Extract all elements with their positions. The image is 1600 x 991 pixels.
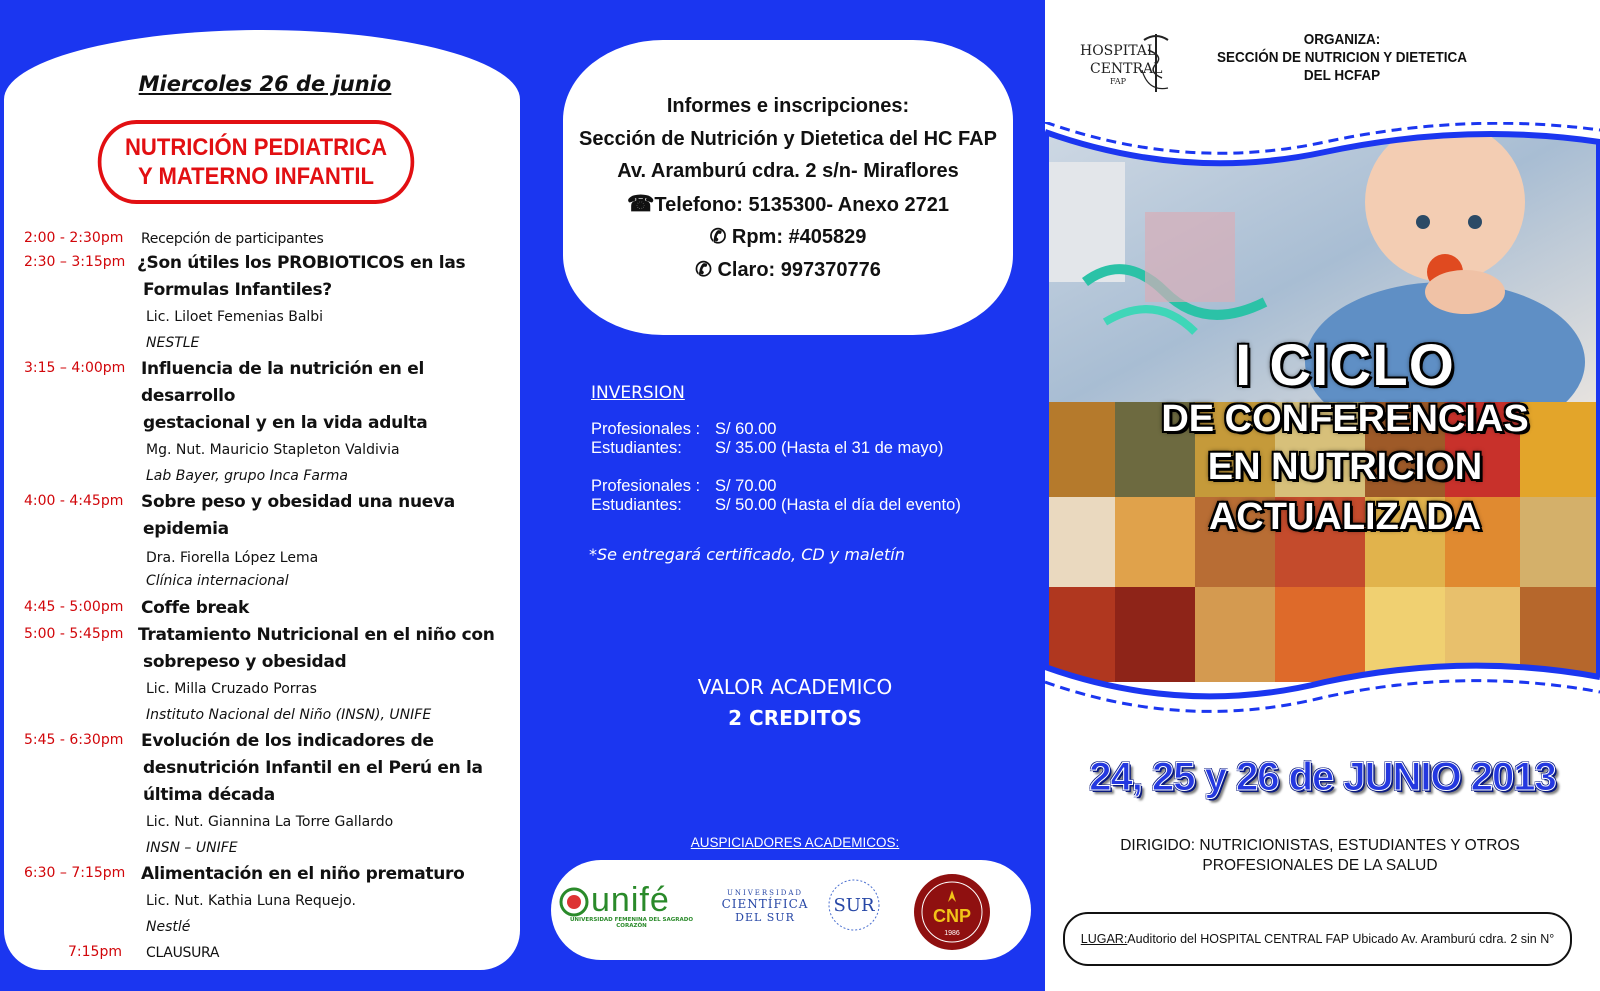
schedule-title: epidemia — [143, 519, 229, 539]
schedule-time: 4:00 - 4:45pm — [24, 493, 124, 509]
hero-title-2: DE CONFERENCIAS — [1161, 398, 1529, 440]
rpm-row — [563, 221, 1013, 254]
info-line-1: Sección de Nutrición y Dietetica del HC FAP — [579, 127, 997, 150]
schedule-title: Sobre peso y obesidad una nueva — [141, 492, 455, 512]
hero-title-4: ACTUALIZADA — [1208, 496, 1482, 538]
price-group-1 — [591, 420, 943, 458]
unife-emblem-icon — [559, 887, 595, 917]
event-dates: 24, 25 y 26 de JUNIO 2013 — [1089, 755, 1556, 799]
schedule-item — [0, 230, 530, 248]
schedule-speaker: Mg. Nut. Mauricio Stapleton Valdivia — [146, 442, 400, 458]
telefono-row — [563, 188, 1013, 222]
schedule-item — [0, 622, 530, 728]
auspiciadores-title: AUSPICIADORES ACADEMICOS: — [690, 835, 900, 850]
phone-circle-icon: ✆ — [709, 226, 732, 248]
schedule-time: 2:00 - 2:30pm — [24, 230, 124, 246]
schedule-time: 5:00 - 5:45pm — [24, 626, 124, 642]
ucs-line-2: CIENTÍFICA — [721, 897, 809, 911]
valor-line-2: 2 CREDITOS — [728, 706, 862, 730]
schedule-title: Tratamiento Nutricional en el niño con — [138, 625, 495, 645]
schedule-item — [0, 861, 530, 940]
schedule-item — [0, 728, 530, 861]
organizer-block — [1207, 31, 1477, 85]
caduceus-icon — [1138, 30, 1174, 96]
event-day-title: Miercoles 26 de junio — [138, 72, 392, 96]
sur-logo — [826, 877, 882, 933]
hospital-line-1: HOSPITAL — [1080, 43, 1157, 59]
valor-academico — [590, 672, 1000, 734]
price-value: S/ 60.00 — [715, 420, 777, 438]
ucs-line-1: UNIVERSIDAD — [726, 889, 804, 897]
schedule-title: Coffe break — [141, 598, 249, 618]
schedule-item — [0, 595, 530, 622]
unife-logo — [559, 883, 704, 929]
food-grid — [1045, 402, 1600, 682]
phone-circle-icon: ✆ — [695, 258, 718, 281]
audience-line-2: PROFESIONALES DE LA SALUD — [1202, 857, 1438, 874]
schedule-item — [0, 356, 530, 489]
rpm-text: Rpm: #405829 — [731, 226, 867, 248]
hospital-line-3: FAP — [1110, 77, 1127, 86]
schedule-title: sobrepeso y obesidad — [143, 652, 347, 672]
schedule-title: ¿Son útiles los PROBIOTICOS en las — [137, 253, 466, 273]
ucs-line-3: DEL SUR — [735, 911, 795, 924]
schedule-item — [0, 489, 530, 589]
schedule-org: Lab Bayer, grupo Inca Farma — [146, 468, 348, 484]
schedule-org: Nestlé — [146, 919, 191, 935]
claro-row — [563, 254, 1013, 287]
audience-line-1: DIRIGIDO: NUTRICIONISTAS, ESTUDIANTES Y OTROS — [1120, 837, 1520, 854]
price-value: S/ 50.00 (Hasta el día del evento) — [715, 496, 961, 514]
schedule-time: 2:30 – 3:15pm — [24, 254, 126, 270]
info-title: Informes e inscripciones: — [666, 95, 910, 117]
cnp-logo — [912, 872, 992, 952]
telefono-text: Telefono: 5135300- Anexo 2721 — [654, 193, 949, 216]
organiza-line-3: DEL HCFAP — [1303, 67, 1381, 84]
price-label: Profesionales : — [591, 420, 701, 438]
info-line-2: Av. Aramburú cdra. 2 s/n- Miraflores — [617, 160, 959, 182]
schedule-org: Clínica internacional — [146, 573, 289, 589]
price-label: Profesionales : — [591, 477, 701, 495]
schedule-speaker: Lic. Nut. Kathia Luna Requejo. — [146, 893, 356, 909]
schedule-item — [0, 940, 530, 966]
claro-text: Claro: 997370776 — [717, 258, 881, 281]
schedule-title: última década — [143, 785, 275, 805]
schedule-item — [0, 250, 530, 356]
price-label: Estudiantes: — [591, 496, 682, 514]
schedule-title: Recepción de participantes — [141, 231, 324, 247]
valor-line-1: VALOR ACADEMICO — [697, 675, 893, 699]
inversion-title: INVERSION — [591, 383, 685, 403]
schedule-title: Alimentación en el niño prematuro — [141, 864, 465, 884]
certificate-note: *Se entregará certificado, CD y maletín — [589, 545, 905, 564]
schedule-title: Influencia de la nutrición en el desarrollo — [141, 359, 424, 406]
cnp-text: CNP — [932, 906, 972, 926]
schedule-time: 5:45 - 6:30pm — [24, 732, 124, 748]
telephone-icon: ☎ — [627, 190, 655, 216]
schedule-list — [0, 230, 530, 966]
schedule-title: Formulas Infantiles? — [143, 280, 332, 300]
schedule-org: INSN – UNIFE — [146, 840, 238, 856]
schedule-title: desnutrición Infantil en el Perú en la — [143, 758, 483, 778]
schedule-speaker: Lic. Nut. Giannina La Torre Gallardo — [146, 814, 394, 830]
organiza-line-2: SECCIÓN DE NUTRICION Y DIETETICA — [1216, 49, 1468, 66]
schedule-time: 3:15 – 4:00pm — [24, 360, 126, 376]
schedule-speaker: Lic. Milla Cruzado Porras — [146, 681, 317, 697]
price-label: Estudiantes: — [591, 439, 682, 457]
schedule-time: 4:45 - 5:00pm — [24, 599, 124, 615]
ucs-logo — [720, 889, 810, 924]
organiza-label: ORGANIZA: — [1303, 31, 1381, 48]
topic-line-1: NUTRICIÓN PEDIATRICA — [124, 134, 388, 161]
schedule-title: Evolución de los indicadores de — [141, 731, 434, 751]
schedule-org: Instituto Nacional del Niño (INSN), UNIFE — [146, 707, 432, 723]
venue-box — [1063, 912, 1572, 966]
schedule-title: CLAUSURA — [146, 945, 220, 961]
hero-title-3: EN NUTRICION — [1207, 446, 1483, 488]
unife-subtitle: UNIVERSIDAD FEMENINA DEL SAGRADO CORAZÓN — [569, 917, 694, 929]
schedule-org: NESTLE — [146, 335, 200, 351]
info-block — [563, 90, 1013, 286]
hospital-line-2: CENTRAL — [1090, 61, 1163, 77]
price-group-2 — [591, 477, 961, 515]
cnp-year: 1986 — [944, 930, 960, 937]
audience-text — [1060, 836, 1580, 876]
sur-text: SUR — [833, 895, 875, 916]
topic-line-2: Y MATERNO INFANTIL — [138, 163, 374, 190]
schedule-speaker: Lic. Liloet Femenias Balbi — [146, 309, 324, 325]
schedule-time: 6:30 – 7:15pm — [24, 865, 126, 881]
schedule-time: 7:15pm — [68, 944, 122, 960]
hero-title-1: I CICLO — [1235, 333, 1455, 398]
topic-badge — [98, 120, 414, 204]
venue-label: LUGAR: — [1080, 932, 1128, 946]
schedule-speaker: Dra. Fiorella López Lema — [146, 550, 319, 566]
unife-word: unifé — [591, 881, 670, 919]
price-value: S/ 35.00 (Hasta el 31 de mayo) — [715, 439, 944, 457]
schedule-title: gestacional y en la vida adulta — [143, 413, 428, 433]
price-value: S/ 70.00 — [715, 477, 777, 495]
venue-text: Auditorio del HOSPITAL CENTRAL FAP Ubicado Av. Aramburú cdra. 2 sin N° — [1127, 932, 1555, 946]
